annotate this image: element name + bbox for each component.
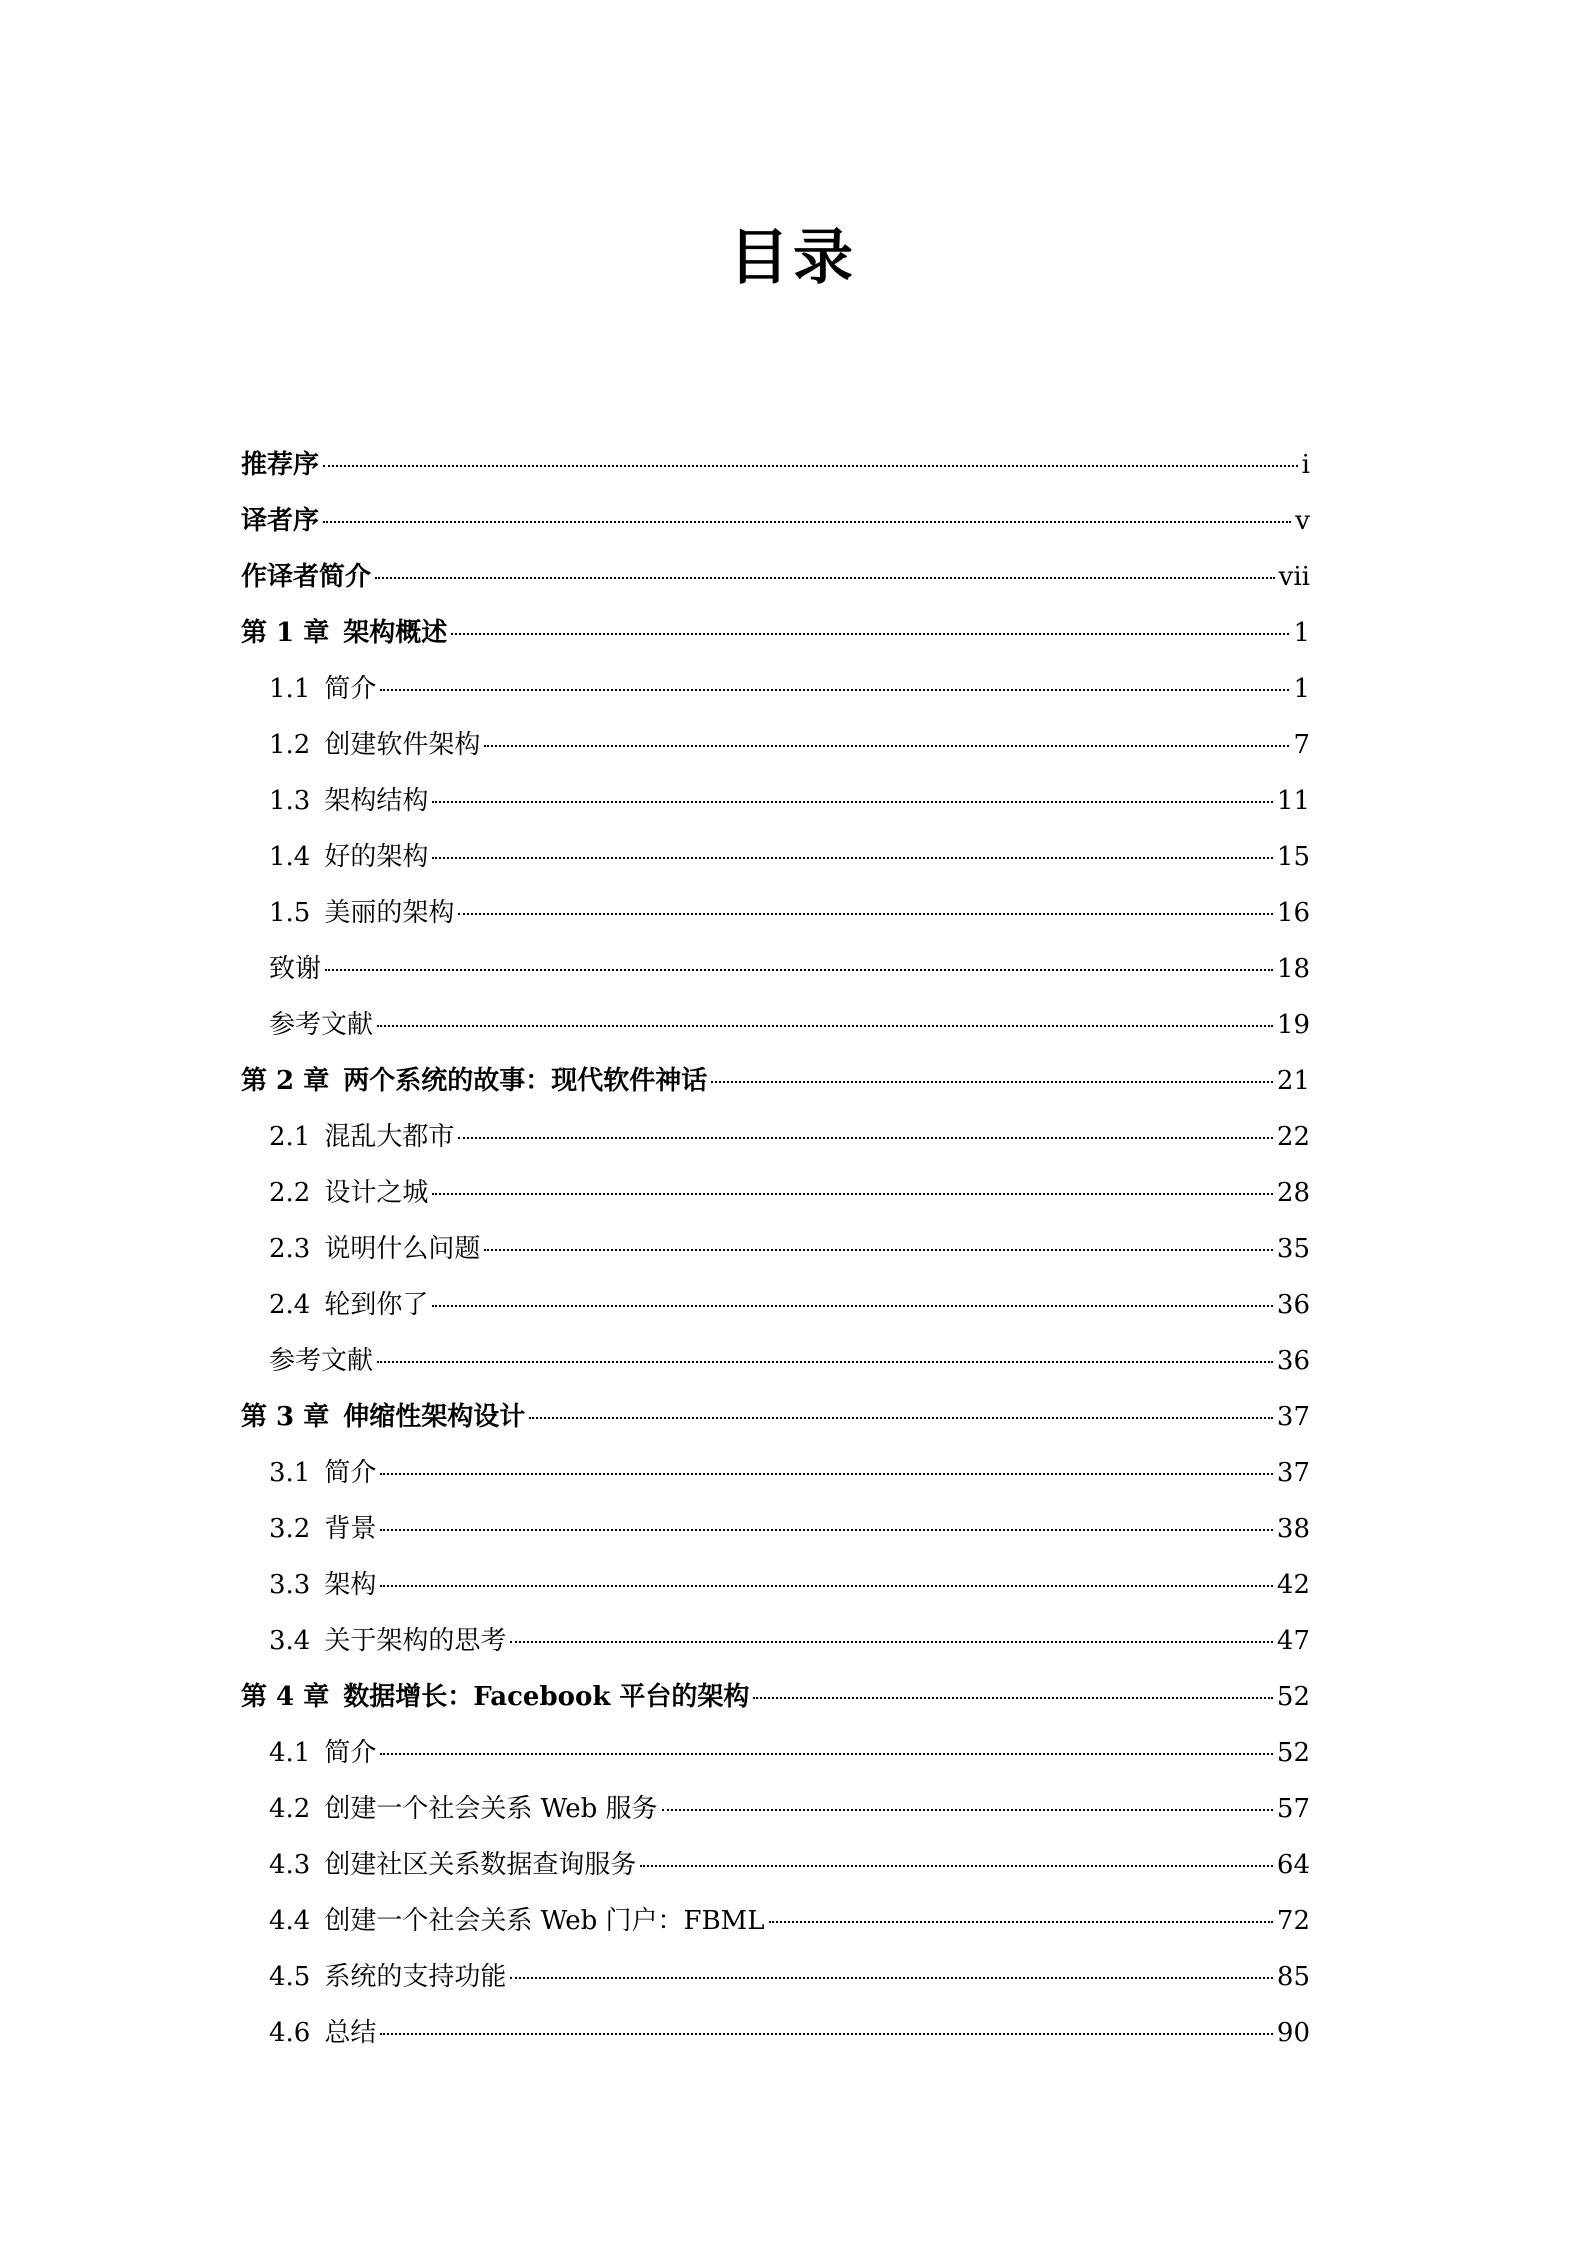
- toc-section-entry[interactable]: [241, 948, 1310, 1004]
- toc-entry-title: [269, 1228, 480, 1265]
- toc-entry-title: [269, 1788, 658, 1825]
- toc-entry-number: 1.5: [269, 898, 311, 928]
- dot-leader: [769, 1921, 1273, 1923]
- toc-page-number: i: [1301, 450, 1310, 480]
- toc-entry-number: 4.5: [269, 1962, 311, 1992]
- toc-entry-number: 4.1: [269, 1738, 311, 1768]
- toc-entry-label: 系统的支持功能: [324, 1962, 507, 1992]
- toc-page-number: 21: [1276, 1066, 1310, 1096]
- toc-page-number: 90: [1276, 2018, 1310, 2048]
- dot-leader: [510, 1977, 1273, 1979]
- toc-section-entry[interactable]: [241, 1508, 1310, 1564]
- toc-entry-label: 参考文献: [269, 1010, 374, 1040]
- dot-leader: [432, 1305, 1273, 1307]
- toc-page-number: 22: [1276, 1122, 1310, 1152]
- toc-entry-title: [269, 948, 321, 985]
- page-title: 目录: [729, 223, 857, 293]
- dot-leader: [640, 1865, 1273, 1867]
- toc-entry-label: 美丽的架构: [324, 898, 455, 928]
- toc-entry-title: [269, 1452, 376, 1489]
- toc-entry-title: [241, 556, 371, 593]
- toc-entry-label: 混乱大都市: [324, 1122, 455, 1152]
- toc-page-number: 47: [1276, 1626, 1310, 1656]
- toc-entry-number: 2.2: [269, 1178, 311, 1208]
- toc-page-number: 18: [1276, 954, 1310, 984]
- toc-page-number: 19: [1276, 1010, 1310, 1040]
- toc-entry-label: 简介: [324, 674, 377, 704]
- toc-chapter-entry[interactable]: [241, 1396, 1310, 1452]
- dot-leader: [510, 1641, 1273, 1643]
- toc-entry-title: [241, 1060, 707, 1097]
- toc-page-number: 16: [1276, 898, 1310, 928]
- dot-leader: [458, 1137, 1273, 1139]
- toc-entry-title: [269, 668, 376, 705]
- toc-entry-number: 4.2: [269, 1794, 311, 1824]
- toc-entry-title: [241, 444, 319, 481]
- dot-leader: [380, 1753, 1273, 1755]
- toc-entry-title: [269, 1732, 376, 1769]
- toc-entry-number: 1.2: [269, 730, 311, 760]
- toc-section-entry[interactable]: [241, 1340, 1310, 1396]
- toc-entry-label: 致谢: [269, 954, 322, 984]
- toc-entry-title: [269, 836, 428, 873]
- toc-entry-title: [269, 1340, 373, 1377]
- toc-entry-label: 推荐序: [241, 450, 320, 480]
- toc-entry-title: [269, 1900, 765, 1937]
- toc-entry-label: 设计之城: [324, 1178, 429, 1208]
- toc-page-number: 42: [1276, 1570, 1310, 1600]
- toc-entry-number: 1.3: [269, 786, 311, 816]
- toc-entry-number: 3.1: [269, 1458, 311, 1488]
- toc-page-number: 52: [1276, 1738, 1310, 1768]
- toc-section-entry[interactable]: [241, 1844, 1310, 1900]
- toc-entry-title: [269, 1172, 428, 1209]
- toc-page-number: 28: [1276, 1178, 1310, 1208]
- dot-leader: [380, 2033, 1273, 2035]
- toc-page-number: vii: [1278, 562, 1310, 592]
- toc-entry-title: [269, 1620, 506, 1657]
- toc-entry-number: 1.4: [269, 842, 311, 872]
- toc-entry-title: [269, 780, 428, 817]
- dot-leader: [323, 521, 1291, 523]
- dot-leader: [377, 1361, 1273, 1363]
- toc-entry-label: 创建一个社会关系 Web 门户：FBML: [324, 1906, 765, 1936]
- toc-entry-label: 参考文献: [269, 1346, 374, 1376]
- toc-page-number: 85: [1276, 1962, 1310, 1992]
- toc-section-entry[interactable]: [241, 668, 1310, 724]
- toc-section-entry[interactable]: [241, 1004, 1310, 1060]
- toc-page-number: 11: [1276, 786, 1310, 816]
- dot-leader: [375, 577, 1275, 579]
- toc-page-number: 72: [1276, 1906, 1310, 1936]
- toc-section-entry[interactable]: [241, 1956, 1310, 2012]
- toc-page-number: 57: [1276, 1794, 1310, 1824]
- dot-leader: [380, 1529, 1273, 1531]
- toc-section-entry[interactable]: [241, 2012, 1310, 2068]
- toc-entry-title: [269, 1116, 454, 1153]
- dot-leader: [323, 465, 1298, 467]
- toc-chapter-entry[interactable]: [241, 1676, 1310, 1732]
- toc-section-entry[interactable]: [241, 836, 1310, 892]
- toc-entry-label: 简介: [324, 1738, 377, 1768]
- dot-leader: [484, 1249, 1273, 1251]
- toc-entry-title: [241, 500, 319, 537]
- toc-entry-title: [269, 1004, 373, 1041]
- table-of-contents: [241, 444, 1310, 2068]
- toc-page-number: 36: [1276, 1346, 1310, 1376]
- toc-entry-title: [241, 1676, 749, 1713]
- dot-leader: [380, 1473, 1273, 1475]
- toc-page-number: 36: [1276, 1290, 1310, 1320]
- toc-entry-label: 两个系统的故事：现代软件神话: [343, 1066, 708, 1096]
- dot-leader: [432, 801, 1273, 803]
- toc-page-number: 37: [1276, 1402, 1310, 1432]
- toc-section-entry[interactable]: [241, 780, 1310, 836]
- toc-entry-title: [269, 1844, 636, 1881]
- toc-entry-label: 创建软件架构: [324, 730, 481, 760]
- toc-entry-title: [269, 2012, 376, 2049]
- toc-entry-number: 2.4: [269, 1290, 311, 1320]
- toc-entry-number: 第 4 章: [241, 1682, 330, 1712]
- toc-entry-label: 创建社区关系数据查询服务: [324, 1850, 637, 1880]
- dot-leader: [484, 745, 1289, 747]
- dot-leader: [432, 857, 1273, 859]
- toc-entry-number: 4.3: [269, 1850, 311, 1880]
- toc-entry-label: 背景: [324, 1514, 377, 1544]
- toc-entry-title: [269, 1564, 376, 1601]
- toc-entry-title: [269, 1956, 506, 1993]
- toc-chapter-entry[interactable]: [241, 556, 1310, 612]
- toc-page-number: v: [1295, 506, 1310, 536]
- toc-page-number: 64: [1276, 1850, 1310, 1880]
- toc-section-entry[interactable]: [241, 892, 1310, 948]
- toc-entry-label: 关于架构的思考: [324, 1626, 507, 1656]
- toc-entry-label: 架构概述: [343, 618, 448, 648]
- toc-entry-number: 第 1 章: [241, 618, 330, 648]
- dot-leader: [711, 1081, 1273, 1083]
- dot-leader: [325, 969, 1273, 971]
- toc-section-entry[interactable]: [241, 1620, 1310, 1676]
- toc-entry-number: 2.3: [269, 1234, 311, 1264]
- toc-section-entry[interactable]: [241, 1228, 1310, 1284]
- toc-entry-label: 创建一个社会关系 Web 服务: [324, 1794, 658, 1824]
- toc-entry-number: 3.4: [269, 1626, 311, 1656]
- toc-entry-number: 4.4: [269, 1906, 311, 1936]
- toc-entry-label: 架构结构: [324, 786, 429, 816]
- dot-leader: [380, 1585, 1273, 1587]
- dot-leader: [753, 1697, 1273, 1699]
- toc-entry-number: 第 2 章: [241, 1066, 330, 1096]
- dot-leader: [380, 689, 1289, 691]
- toc-entry-label: 数据增长：Facebook 平台的架构: [343, 1682, 750, 1712]
- toc-entry-label: 架构: [324, 1570, 377, 1600]
- toc-entry-title: [269, 724, 480, 761]
- toc-entry-title: [269, 892, 454, 929]
- dot-leader: [529, 1417, 1273, 1419]
- toc-entry-number: 4.6: [269, 2018, 311, 2048]
- dot-leader: [451, 633, 1289, 635]
- toc-entry-label: 总结: [324, 2018, 377, 2048]
- toc-section-entry[interactable]: [241, 1732, 1310, 1788]
- toc-chapter-entry[interactable]: [241, 612, 1310, 668]
- toc-page-number: 35: [1276, 1234, 1310, 1264]
- toc-page-number: 7: [1293, 730, 1310, 760]
- toc-section-entry[interactable]: [241, 1284, 1310, 1340]
- dot-leader: [377, 1025, 1273, 1027]
- toc-section-entry[interactable]: [241, 1452, 1310, 1508]
- dot-leader: [662, 1809, 1273, 1811]
- toc-entry-number: 3.2: [269, 1514, 311, 1544]
- toc-entry-number: 3.3: [269, 1570, 311, 1600]
- toc-page-number: 1: [1293, 674, 1310, 704]
- toc-page-number: 1: [1293, 618, 1310, 648]
- toc-page-number: 52: [1276, 1682, 1310, 1712]
- toc-section-entry[interactable]: [241, 1172, 1310, 1228]
- toc-section-entry[interactable]: [241, 1788, 1310, 1844]
- dot-leader: [458, 913, 1273, 915]
- toc-section-entry[interactable]: [241, 724, 1310, 780]
- toc-entry-label: 轮到你了: [324, 1290, 429, 1320]
- toc-chapter-entry[interactable]: [241, 500, 1310, 556]
- toc-entry-label: 作译者简介: [241, 562, 372, 592]
- toc-chapter-entry[interactable]: [241, 444, 1310, 500]
- toc-entry-title: [241, 612, 447, 649]
- toc-section-entry[interactable]: [241, 1564, 1310, 1620]
- toc-entry-label: 伸缩性架构设计: [343, 1402, 526, 1432]
- toc-entry-label: 译者序: [241, 506, 320, 536]
- toc-page-number: 38: [1276, 1514, 1310, 1544]
- toc-entry-title: [269, 1284, 428, 1321]
- toc-section-entry[interactable]: [241, 1116, 1310, 1172]
- dot-leader: [432, 1193, 1273, 1195]
- toc-entry-number: 1.1: [269, 674, 311, 704]
- toc-page-number: 37: [1276, 1458, 1310, 1488]
- toc-entry-label: 简介: [324, 1458, 377, 1488]
- toc-entry-label: 好的架构: [324, 842, 429, 872]
- toc-chapter-entry[interactable]: [241, 1060, 1310, 1116]
- toc-entry-title: [269, 1508, 376, 1545]
- toc-entry-number: 第 3 章: [241, 1402, 330, 1432]
- toc-entry-label: 说明什么问题: [324, 1234, 481, 1264]
- toc-entry-number: 2.1: [269, 1122, 311, 1152]
- toc-entry-title: [241, 1396, 525, 1433]
- toc-page-number: 15: [1276, 842, 1310, 872]
- toc-section-entry[interactable]: [241, 1900, 1310, 1956]
